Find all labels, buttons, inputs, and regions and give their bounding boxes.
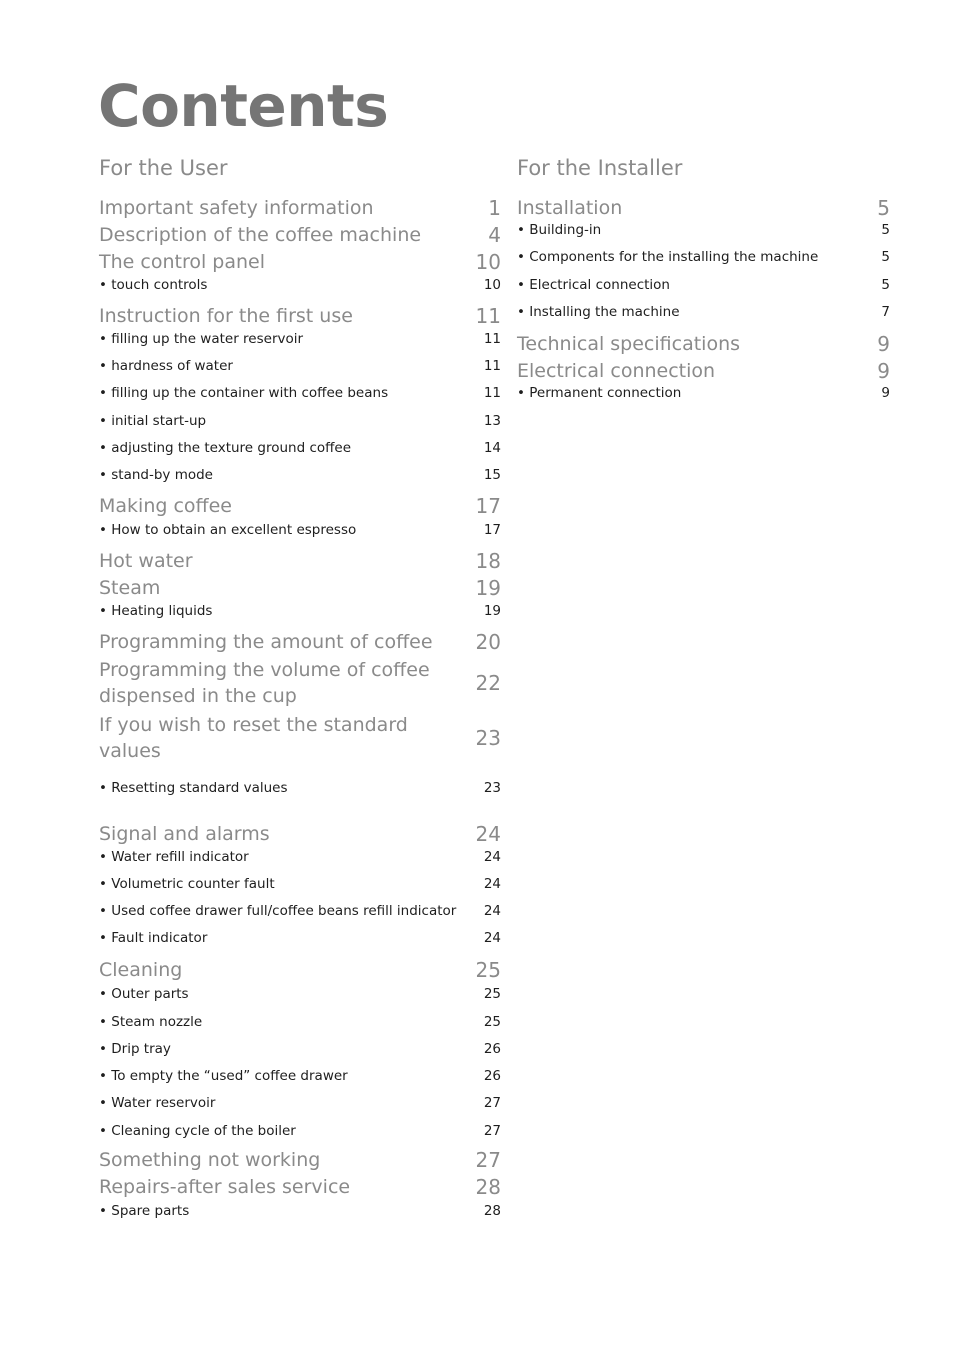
toc-entry-page: 10 xyxy=(475,250,501,274)
toc-subentry-label: • Drip tray xyxy=(99,1041,171,1057)
toc-entry-page: 4 xyxy=(488,223,501,247)
toc-subentry-page: 15 xyxy=(483,467,501,483)
toc-subentry[interactable] xyxy=(99,847,501,867)
toc-subentry[interactable] xyxy=(99,1201,501,1221)
toc-subentry-label: • Permanent connection xyxy=(517,385,682,401)
toc-subentry[interactable] xyxy=(99,383,501,403)
toc-subentry-label: • Water refill indicator xyxy=(99,849,249,865)
toc-subentry[interactable] xyxy=(99,1121,501,1141)
toc-subentry[interactable] xyxy=(99,1039,501,1059)
toc-subentry-page: 25 xyxy=(483,1014,501,1030)
toc-subentry-label: • filling up the container with coffee beans xyxy=(99,385,389,401)
toc-subentry-label: • Outer parts xyxy=(99,986,189,1002)
toc-subentry-page: 27 xyxy=(483,1095,501,1111)
toc-subentry-label: • adjusting the texture ground coffee xyxy=(99,440,352,456)
toc-subentry[interactable] xyxy=(517,220,890,240)
toc-entry[interactable] xyxy=(99,656,501,710)
toc-subentry-page: 11 xyxy=(483,331,501,347)
toc-subentry[interactable] xyxy=(99,465,501,485)
toc-subentry-label: • Building-in xyxy=(517,222,602,238)
toc-entry[interactable] xyxy=(99,821,501,847)
toc-entry[interactable] xyxy=(99,629,501,655)
toc-subentry[interactable] xyxy=(99,438,501,458)
toc-subentry-label: • initial start-up xyxy=(99,413,207,429)
toc-entry[interactable] xyxy=(517,331,890,357)
toc-subentry[interactable] xyxy=(99,520,501,540)
toc-subentry[interactable] xyxy=(99,275,501,295)
toc-subentry[interactable] xyxy=(99,928,501,948)
toc-entry-label: Electrical connection xyxy=(517,360,716,382)
toc-subentry-page: 13 xyxy=(483,413,501,429)
toc-entry-label: Programming the amount of coffee xyxy=(99,631,433,653)
toc-subentry[interactable] xyxy=(99,329,501,349)
installer-section-heading: For the Installer xyxy=(517,156,683,180)
toc-entry-label: The control panel xyxy=(99,251,265,273)
toc-subentry-label: • Cleaning cycle of the boiler xyxy=(99,1123,296,1139)
toc-entry-label: Something not working xyxy=(99,1149,321,1171)
toc-entry[interactable] xyxy=(99,957,501,983)
toc-subentry[interactable] xyxy=(99,778,501,798)
user-section-heading: For the User xyxy=(99,156,228,180)
toc-entry-label: Description of the coffee machine xyxy=(99,224,422,246)
toc-entry-page: 20 xyxy=(475,630,501,654)
toc-subentry-page: 11 xyxy=(483,385,501,401)
toc-subentry-page: 24 xyxy=(483,930,501,946)
toc-subentry-label: • How to obtain an excellent espresso xyxy=(99,522,357,538)
toc-subentry[interactable] xyxy=(517,383,890,403)
page-title: Contents xyxy=(98,72,389,140)
toc-subentry-label: • To empty the “used” coffee drawer xyxy=(99,1068,348,1084)
toc-subentry-page: 7 xyxy=(881,304,890,320)
toc-subentry[interactable] xyxy=(99,1012,501,1032)
toc-subentry-page: 5 xyxy=(881,277,890,293)
toc-entry[interactable] xyxy=(99,222,501,248)
toc-subentry-page: 24 xyxy=(483,849,501,865)
toc-subentry-label: • Volumetric counter fault xyxy=(99,876,275,892)
toc-entry-page: 19 xyxy=(475,576,501,600)
toc-subentry-label: • Components for the installing the machine xyxy=(517,249,819,265)
toc-entry-page: 1 xyxy=(488,196,501,220)
toc-entry[interactable] xyxy=(99,548,501,574)
toc-entry-page: 9 xyxy=(877,359,890,383)
toc-subentry[interactable] xyxy=(517,302,890,322)
toc-subentry[interactable] xyxy=(99,1093,501,1113)
toc-entry-page: 27 xyxy=(475,1148,501,1172)
toc-entry-label: Important safety information xyxy=(99,197,374,219)
toc-subentry-page: 26 xyxy=(483,1041,501,1057)
toc-subentry[interactable] xyxy=(99,356,501,376)
toc-subentry[interactable] xyxy=(99,874,501,894)
toc-entry[interactable] xyxy=(517,195,890,221)
toc-subentry-page: 26 xyxy=(483,1068,501,1084)
toc-entry[interactable] xyxy=(99,249,501,275)
toc-entry-page: 11 xyxy=(475,304,501,328)
toc-entry-label: Technical specifications xyxy=(517,333,741,355)
toc-subentry-page: 9 xyxy=(881,385,890,401)
toc-entry-page: 5 xyxy=(877,196,890,220)
toc-entry[interactable] xyxy=(99,303,501,329)
toc-entry[interactable] xyxy=(99,493,501,519)
toc-subentry-page: 17 xyxy=(483,522,501,538)
toc-entry-page: 9 xyxy=(877,332,890,356)
toc-subentry-page: 23 xyxy=(483,780,501,796)
toc-subentry-page: 28 xyxy=(483,1203,501,1219)
toc-subentry-page: 24 xyxy=(483,903,501,919)
toc-entry-label: Programming the volume of coffee dispensed in the cup xyxy=(99,659,430,707)
toc-entry[interactable] xyxy=(99,575,501,601)
toc-entry[interactable] xyxy=(99,1174,501,1200)
toc-entry-label: Cleaning xyxy=(99,959,183,981)
toc-subentry-label: • Heating liquids xyxy=(99,603,213,619)
toc-subentry[interactable] xyxy=(99,984,501,1004)
toc-subentry[interactable] xyxy=(99,1066,501,1086)
toc-subentry-label: • Spare parts xyxy=(99,1203,190,1219)
toc-subentry[interactable] xyxy=(99,901,501,921)
toc-subentry[interactable] xyxy=(99,411,501,431)
toc-entry-label: Steam xyxy=(99,577,161,599)
toc-subentry-page: 11 xyxy=(483,358,501,374)
toc-subentry-label: • Resetting standard values xyxy=(99,780,288,796)
toc-entry-page: 18 xyxy=(475,549,501,573)
toc-subentry-page: 14 xyxy=(483,440,501,456)
toc-entry[interactable] xyxy=(99,711,501,765)
toc-entry-label: Hot water xyxy=(99,550,193,572)
toc-entry-page: 25 xyxy=(475,958,501,982)
toc-entry-page: 22 xyxy=(475,671,501,695)
toc-subentry-page: 5 xyxy=(881,249,890,265)
toc-entry[interactable] xyxy=(99,195,501,221)
toc-subentry-page: 25 xyxy=(483,986,501,1002)
toc-subentry-label: • touch controls xyxy=(99,277,208,293)
toc-subentry-label: • stand-by mode xyxy=(99,467,213,483)
toc-entry-label: Making coffee xyxy=(99,495,232,517)
toc-entry-label: Repairs-after sales service xyxy=(99,1176,351,1198)
toc-subentry-page: 10 xyxy=(483,277,501,293)
toc-subentry[interactable] xyxy=(517,247,890,267)
toc-subentry-page: 19 xyxy=(483,603,501,619)
toc-entry-label: If you wish to reset the standard values xyxy=(99,714,408,762)
toc-subentry-label: • Electrical connection xyxy=(517,277,670,293)
toc-subentry-page: 24 xyxy=(483,876,501,892)
toc-subentry-label: • Fault indicator xyxy=(99,930,208,946)
toc-subentry-label: • filling up the water reservoir xyxy=(99,331,304,347)
toc-entry-page: 17 xyxy=(475,494,501,518)
toc-entry-page: 23 xyxy=(475,726,501,750)
toc-entry-label: Signal and alarms xyxy=(99,823,270,845)
toc-subentry-label: • Water reservoir xyxy=(99,1095,216,1111)
toc-subentry[interactable] xyxy=(517,275,890,295)
toc-entry[interactable] xyxy=(99,1147,501,1173)
toc-entry[interactable] xyxy=(517,358,890,384)
toc-entry-label: Installation xyxy=(517,197,623,219)
toc-subentry[interactable] xyxy=(99,601,501,621)
toc-subentry-page: 5 xyxy=(881,222,890,238)
toc-subentry-label: • Steam nozzle xyxy=(99,1014,203,1030)
toc-subentry-label: • hardness of water xyxy=(99,358,233,374)
toc-subentry-label: • Used coffee drawer full/coffee beans refill indicator xyxy=(99,903,457,919)
toc-entry-page: 24 xyxy=(475,822,501,846)
toc-subentry-label: • Installing the machine xyxy=(517,304,680,320)
toc-subentry-page: 27 xyxy=(483,1123,501,1139)
toc-entry-page: 28 xyxy=(475,1175,501,1199)
toc-entry-label: Instruction for the first use xyxy=(99,305,353,327)
